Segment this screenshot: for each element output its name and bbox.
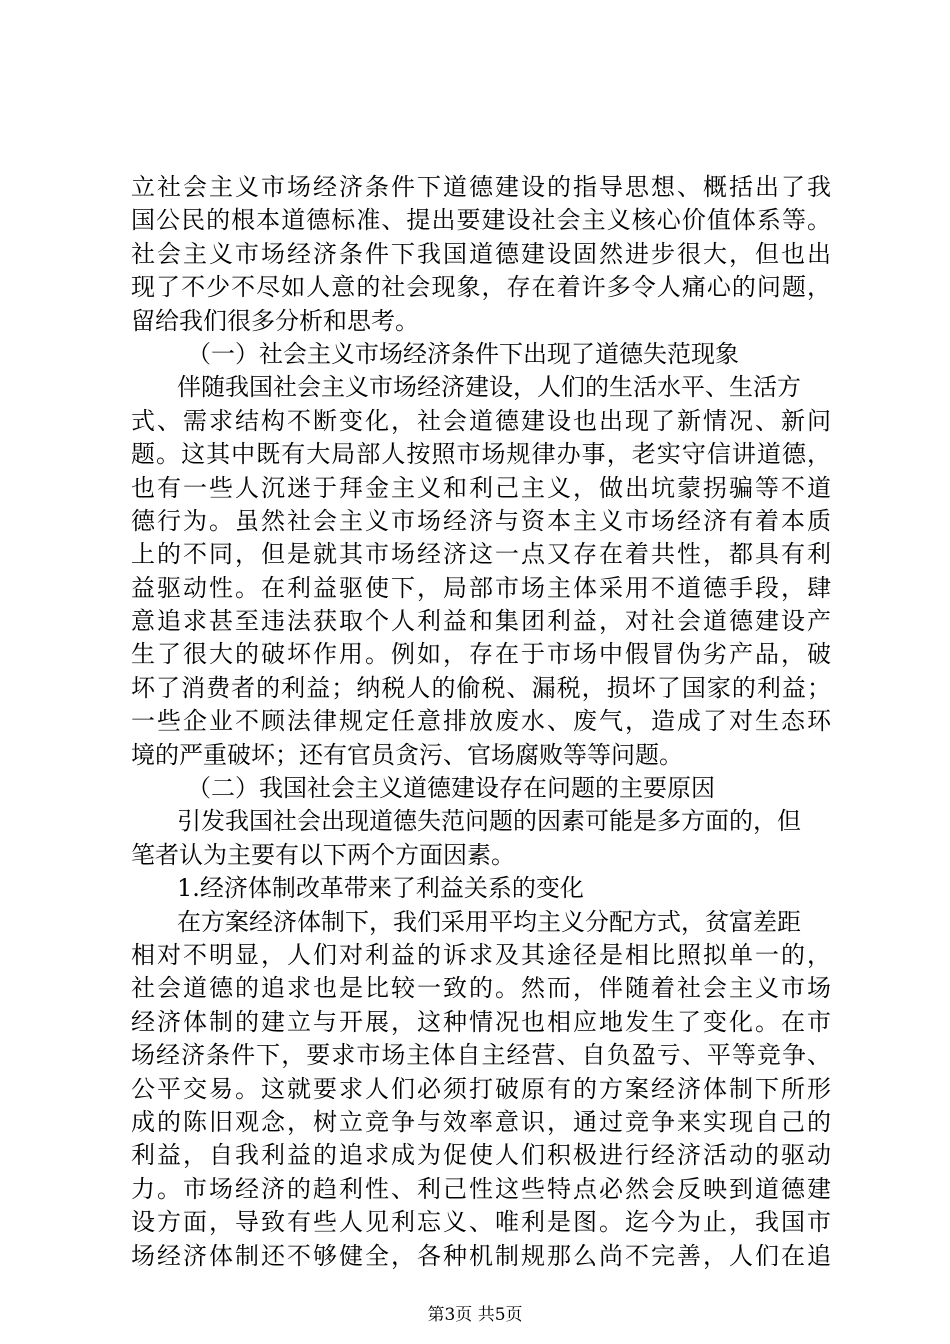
- text-line: 生了很大的破坏作用。例如，存在于市场中假冒伪劣产品，破: [131, 640, 831, 669]
- text-line: 意追求甚至违法获取个人利益和集团利益，对社会道德建设产: [131, 607, 831, 636]
- text-line: 坏了消费者的利益；纳税人的偷税、漏税，损坏了国家的利益；: [131, 673, 831, 702]
- page-footer: 第3页 共5页: [427, 1305, 523, 1325]
- text-line: 公平交易。这就要求人们必须打破原有的方案经济体制下所形: [131, 1074, 831, 1103]
- text-line: 力。市场经济的趋利性、利己性这些特点必然会反映到道德建: [131, 1174, 831, 1203]
- text-line: 场经济条件下，要求市场主体自主经营、自负盈亏、平等竞争、: [131, 1041, 831, 1070]
- text-line: 社会主义市场经济条件下我国道德建设固然进步很大，但也出: [131, 239, 831, 268]
- text-line: 在方案经济体制下，我们采用平均主义分配方式，贫富差距: [177, 907, 801, 936]
- text-line: （一）社会主义市场经济条件下出现了道德失范现象: [187, 339, 739, 368]
- text-line: 德行为。虽然社会主义市场经济与资本主义市场经济有着本质: [131, 506, 831, 535]
- text-line: 成的陈旧观念，树立竞争与效率意识，通过竞争来实现自己的: [131, 1107, 831, 1136]
- text-line: 留给我们很多分析和思考。: [131, 306, 419, 335]
- text-line: 设方面，导致有些人见利忘义、唯利是图。迄今为止，我国市: [131, 1208, 831, 1237]
- text-line: 益驱动性。在利益驱使下，局部市场主体采用不道德手段，肆: [131, 573, 831, 602]
- text-line: 经济体制的建立与开展，这种情况也相应地发生了变化。在市: [131, 1007, 831, 1036]
- text-line: 1.经济体制改革带来了利益关系的变化: [177, 874, 584, 903]
- text-line: 式、需求结构不断变化，社会道德建设也出现了新情况、新问: [131, 406, 831, 435]
- text-line: 上的不同，但是就其市场经济这一点又存在着共性，都具有利: [131, 540, 831, 569]
- text-line: 一些企业不顾法律规定任意排放废水、废气，造成了对生态环: [131, 707, 831, 736]
- text-line: 引发我国社会出现道德失范问题的因素可能是多方面的，但: [177, 807, 801, 836]
- text-line: 题。这其中既有大局部人按照市场规律办事，老实守信讲道德，: [131, 440, 831, 469]
- text-line: 国公民的根本道德标准、提出要建设社会主义核心价值体系等。: [131, 206, 831, 235]
- text-line: 也有一些人沉迷于拜金主义和利己主义，做出坑蒙拐骗等不道: [131, 473, 831, 502]
- text-line: 伴随我国社会主义市场经济建设，人们的生活水平、生活方: [177, 373, 801, 402]
- text-line: 相对不明显，人们对利益的诉求及其途径是相比照拟单一的，: [131, 940, 831, 969]
- text-line: 境的严重破坏；还有官员贪污、官场腐败等等问题。: [131, 740, 683, 769]
- document-body: [131, 171, 831, 1273]
- text-line: 立社会主义市场经济条件下道德建设的指导思想、概括出了我: [131, 173, 831, 201]
- text-line: （二）我国社会主义道德建设存在问题的主要原因: [187, 774, 715, 803]
- text-line: 利益，自我利益的追求成为促使人们积极进行经济活动的驱动: [131, 1141, 831, 1170]
- text-line: 社会道德的追求也是比较一致的。然而，伴随着社会主义市场: [131, 974, 831, 1003]
- text-line: 笔者认为主要有以下两个方面因素。: [131, 840, 515, 869]
- text-line: 场经济体制还不够健全，各种机制规那么尚不完善，人们在追: [131, 1241, 831, 1270]
- text-line: 现了不少不尽如人意的社会现象，存在着许多令人痛心的问题，: [131, 273, 831, 302]
